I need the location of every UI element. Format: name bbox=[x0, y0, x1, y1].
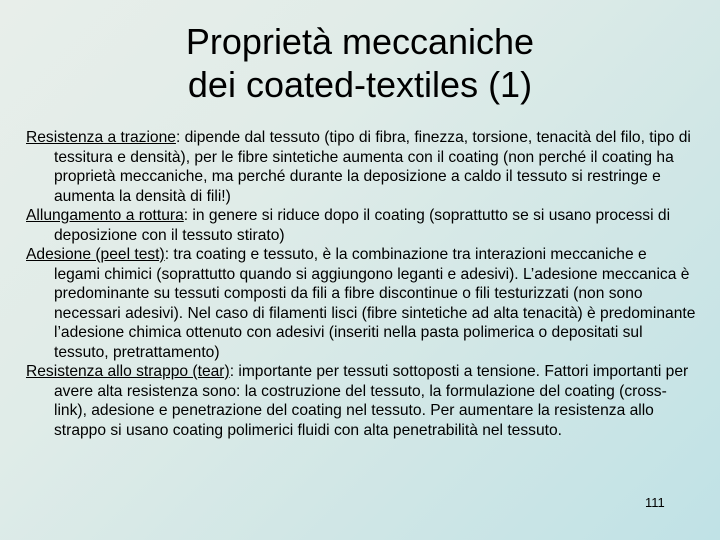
term-tear-strength: Resistenza allo strappo (tear) bbox=[26, 363, 230, 380]
term-adhesion: Adesione (peel test) bbox=[26, 246, 165, 263]
paragraph-tear-strength bbox=[26, 362, 696, 440]
slide-title bbox=[60, 20, 660, 106]
title-line-1: Proprietà meccaniche bbox=[185, 21, 535, 62]
slide-body bbox=[26, 128, 696, 440]
paragraph-adhesion bbox=[26, 245, 696, 362]
title-line-2: dei coated-textiles (1) bbox=[187, 64, 533, 105]
text-tensile-strength: : dipende dal tessuto (tipo di fibra, finezza, torsione, tenacità del filo, tipo di tessitura e densità), per le fibre sintetiche aumenta con il coating (non perché il coating ha proprietà meccaniche, ma perché durante la deposizione a caldo il tessuto si restringe e aumenta la densità di fili!) bbox=[54, 129, 691, 205]
paragraph-elongation-at-break bbox=[26, 206, 696, 245]
paragraph-tensile-strength bbox=[26, 128, 696, 206]
text-adhesion: : tra coating e tessuto, è la combinazione tra interazioni meccaniche e legami chimici (soprattutto quando si aggiungono leganti e adesivi). L’adesione meccanica è predominante su tessuti composti da fili a fibre discontinue o fili testurizzati (non sono necessari adesivi). Nel caso di filamenti lisci (fibre sintetiche ad alta tenacità) è predominante l’adesione chimica ottenuto con adesivi (inseriti nella pasta polimerica o depositati sul tessuto, pretrattamento) bbox=[54, 246, 696, 361]
term-elongation-at-break: Allungamento a rottura bbox=[26, 207, 184, 224]
term-tensile-strength: Resistenza a trazione bbox=[26, 129, 176, 146]
page-number: 111 bbox=[645, 495, 665, 510]
text-elongation-at-break: : in genere si riduce dopo il coating (soprattutto se si usano processi di deposizione con il tessuto stirato) bbox=[54, 207, 671, 244]
text-tear-strength: : importante per tessuti sottoposti a tensione. Fattori importanti per avere alta resistenza sono: la costruzione del tessuto, la formulazione del coating (cross-link), adesione e penetrazione del coating nel tessuto. Per aumentare la resistenza allo strappo si usano coating polimerici fluidi con alta penetrabilità nel tessuto. bbox=[54, 363, 689, 439]
